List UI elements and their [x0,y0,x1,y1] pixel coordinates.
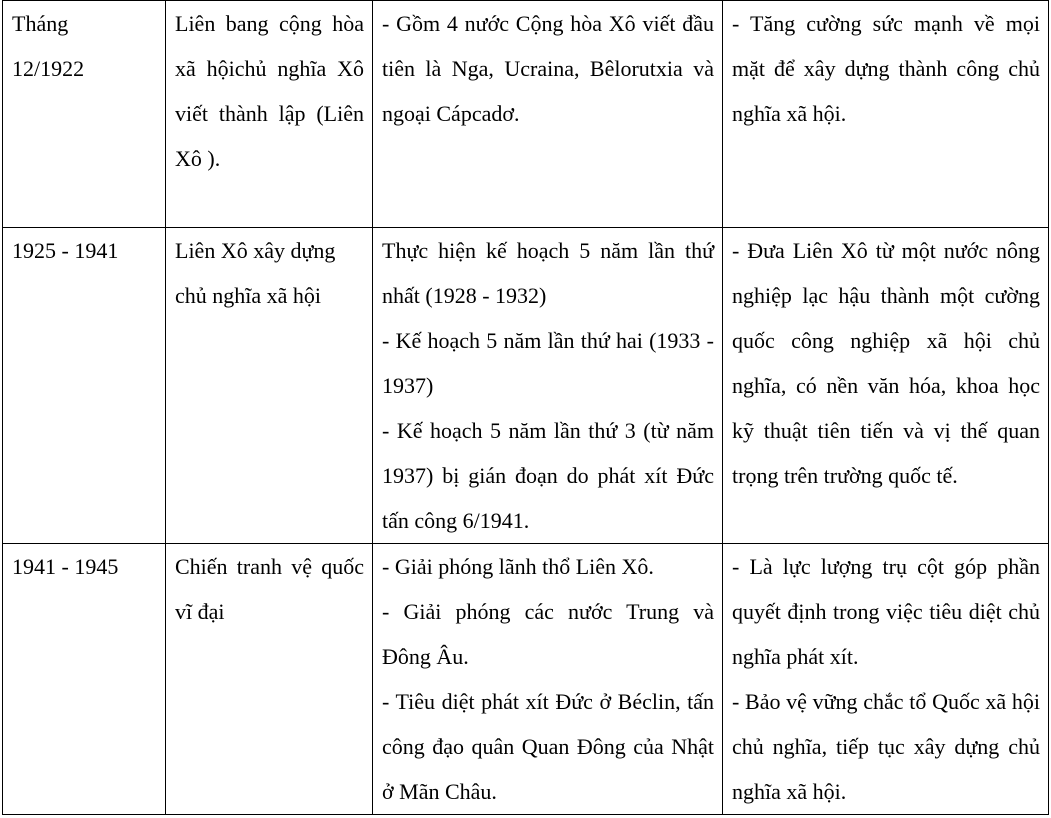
time-cell [3,228,166,544]
content-text: Thực hiện kế hoạch 5 năm lần thứ nhất (1928 - 1932) [382,238,714,308]
content-cell [373,1,723,228]
significance-cell [723,544,1049,815]
event-cell [166,544,373,815]
content-text: - Gồm 4 nước Cộng hòa Xô viết đầu tiên là Nga, Ucraina, Bêlorutxia và ngoại Cápcadơ. [382,11,714,126]
event-text: Chiến tranh vệ quốc vĩ đại [175,554,364,624]
time-text: Tháng [12,11,69,36]
content-text: - Kế hoạch 5 năm lần thứ hai (1933 - 1937) [382,328,714,398]
event-cell [166,228,373,544]
time-text: 1941 - 1945 [12,554,119,579]
time-cell [3,1,166,228]
time-text: 12/1922 [12,56,85,81]
table-row [3,228,1049,544]
content-text: - Giải phóng lãnh thổ Liên Xô. [382,554,654,579]
significance-cell [723,1,1049,228]
content-cell [373,228,723,544]
table-row [3,1,1049,228]
significance-text: - Là lực lượng trụ cột góp phần quyết định trong việc tiêu diệt chủ nghĩa phát xít. [732,554,1040,669]
event-text: Liên bang cộng hòa xã hộichủ nghĩa Xô viết thành lập (Liên Xô ). [175,11,364,171]
significance-cell [723,228,1049,544]
history-table [2,0,1049,815]
content-text: - Tiêu diệt phát xít Đức ở Béclin, tấn công đạo quân Quan Đông của Nhật ở Mãn Châu. [382,689,714,804]
time-cell [3,544,166,815]
significance-text: - Tăng cường sức mạnh về mọi mặt để xây dựng thành công chủ nghĩa xã hội. [732,11,1040,126]
content-text: - Kế hoạch 5 năm lần thứ 3 (từ năm 1937) bị gián đoạn do phát xít Đức tấn công 6/1941. [382,418,714,533]
time-text: 1925 - 1941 [12,238,119,263]
table-row [3,544,1049,815]
significance-text: - Bảo vệ vững chắc tổ Quốc xã hội chủ nghĩa, tiếp tục xây dựng chủ nghĩa xã hội. [732,689,1040,804]
event-cell [166,1,373,228]
content-text: - Giải phóng các nước Trung và Đông Âu. [382,599,714,669]
content-cell [373,544,723,815]
event-text: Liên Xô xây dựng chủ nghĩa xã hội [175,238,336,308]
significance-text: - Đưa Liên Xô từ một nước nông nghiệp lạc hậu thành một cường quốc công nghiệp xã hội chủ nghĩa, có nền văn hóa, khoa học kỹ thuật tiên tiến và vị thế quan trọng trên trường quốc tế. [732,238,1040,488]
